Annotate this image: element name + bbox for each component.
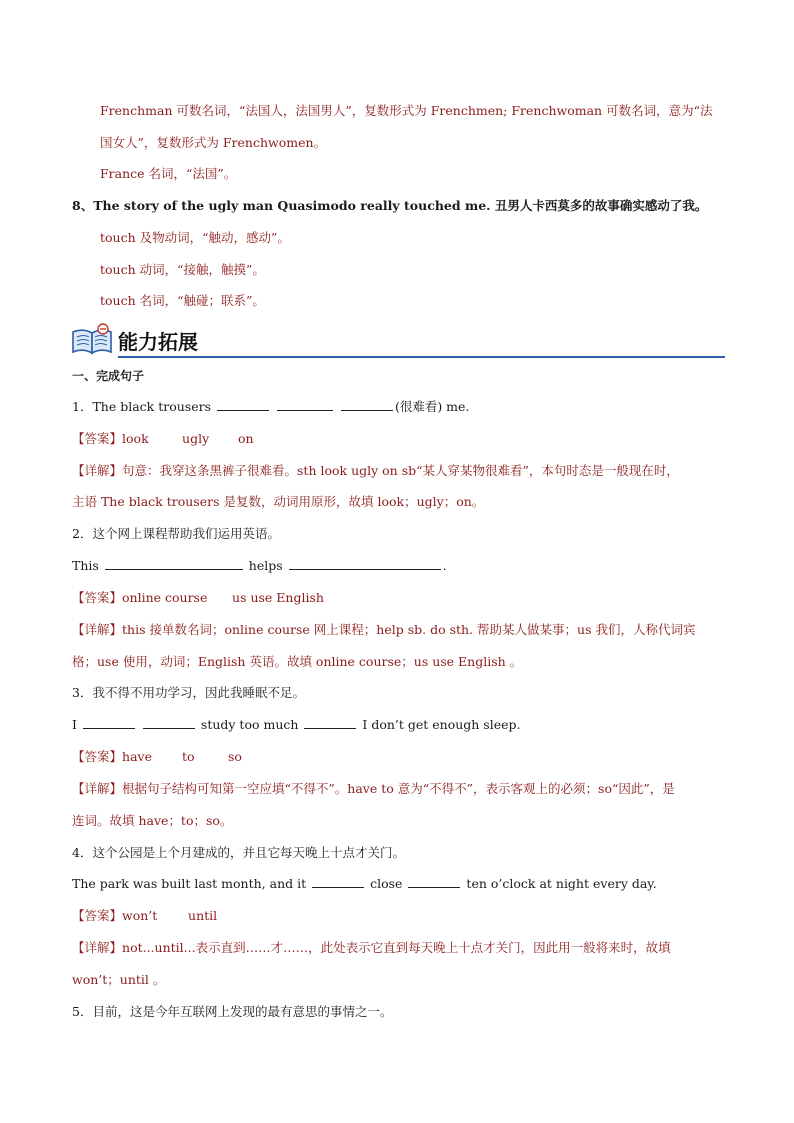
q2-sentence [72, 556, 447, 576]
q2-stem: 2．这个网上课程帮助我们运用英语。 [72, 526, 280, 541]
note-france: France 名词，“法国”。 [100, 166, 237, 181]
q1-blank-1 [217, 397, 269, 411]
q2-blank-1 [105, 556, 243, 570]
q1-answer [72, 429, 254, 449]
detail-text: this 接单数名词；online course 网上课程；help sb. do sth. 帮助某人做某事；us 我们，人称代词宾 [122, 622, 696, 637]
note-touch-1: touch 及物动词，“触动，感动”。 [100, 230, 290, 245]
q4-blank-2 [408, 874, 460, 888]
answer-value: until [188, 908, 218, 923]
q1-text-b: (很难看) me. [394, 399, 470, 414]
q4-text-c: ten o’clock at night every day. [466, 876, 657, 891]
q1-detail-1 [72, 461, 679, 481]
q4-answer [72, 906, 217, 926]
q2-text-b: helps [248, 558, 283, 573]
answer-value: on [238, 431, 254, 446]
detail-text: 句意：我穿这条黑裤子很难看。sth look ugly on sb“某人穿某物很难看”，本句时态是一般现在时， [122, 463, 679, 478]
q4-sentence [72, 874, 657, 894]
q3-stem: 3．我不得不用功学习，因此我睡眠不足。 [72, 685, 305, 700]
answer-tag: 【答案】 [72, 908, 123, 923]
note-frenchwomen: 国女人”，复数形式为 Frenchwomen。 [100, 135, 327, 150]
answer-tag: 【答案】 [72, 590, 123, 605]
detail-text: not...until...表示直到……才……，此处表示它直到每天晚上十点才关门，因此用一般将来时，故填 [122, 940, 671, 955]
detail-text: 根据句子结构可知第一空应填“不得不”。have to 意为“不得不”，表示客观上的必须；so“因此”，是 [122, 781, 675, 796]
q1-blank-2 [277, 397, 333, 411]
section-header [70, 322, 725, 358]
note-touch-2: touch 动词，“接触，触摸”。 [100, 262, 265, 277]
answer-value: won’t [122, 908, 158, 923]
answer-value: so [228, 749, 242, 764]
q3-text-b: study too much [200, 717, 299, 732]
q4-text-b: close [370, 876, 403, 891]
q2-text-c: . [442, 558, 447, 573]
detail-tag: 【详解】 [72, 463, 123, 478]
part-heading: 一、完成句子 [72, 369, 145, 383]
q1-detail-2: 主语 The black trousers 是复数，动词用原形，故填 look；ugly；on。 [72, 494, 485, 509]
answer-value: online course [122, 590, 208, 605]
q3-sentence [72, 715, 521, 735]
q2-answer [72, 588, 324, 608]
answer-value: have [122, 749, 152, 764]
q4-text-a: The park was built last month, and it [72, 876, 307, 891]
detail-tag: 【详解】 [72, 622, 123, 637]
q3-answer [72, 747, 242, 767]
q1-stem [72, 397, 469, 417]
answer-value: look [122, 431, 149, 446]
q5-stem: 5．目前，这是今年互联网上发现的最有意思的事情之一。 [72, 1004, 393, 1019]
answer-value: to [182, 749, 195, 764]
q2-detail-2: 格；use 使用，动词；English 英语。故填 online course；us use English 。 [72, 654, 523, 669]
answer-tag: 【答案】 [72, 749, 123, 764]
q4-detail-2: won’t；until 。 [72, 972, 166, 987]
q3-text-c: I don’t get enough sleep. [362, 717, 521, 732]
answer-value: ugly [182, 431, 210, 446]
answer-tag: 【答案】 [72, 431, 123, 446]
q3-detail-1 [72, 779, 675, 799]
note-touch-3: touch 名词，“触碰；联系”。 [100, 293, 265, 308]
q1-text-a: 1．The black trousers [72, 399, 211, 414]
sentence-8: 8、The story of the ugly man Quasimodo really touched me. 丑男人卡西莫多的故事确实感动了我。 [72, 198, 708, 213]
detail-tag: 【详解】 [72, 781, 123, 796]
open-book-icon [70, 322, 114, 356]
note-frenchman: Frenchman 可数名词，“法国人，法国男人”，复数形式为 Frenchmen; Frenchwoman 可数名词，意为“法 [100, 103, 713, 118]
q3-detail-2: 连词。故填 have；to；so。 [72, 813, 233, 828]
q3-blank-1 [83, 715, 135, 729]
answer-value: us use English [232, 590, 324, 605]
q2-text-a: This [72, 558, 99, 573]
section-title: 能力拓展 [118, 330, 198, 354]
q1-blank-3 [341, 397, 393, 411]
q4-blank-1 [312, 874, 364, 888]
q2-blank-2 [289, 556, 441, 570]
q3-blank-3 [304, 715, 356, 729]
q3-text-a: I [72, 717, 77, 732]
q4-stem: 4．这个公园是上个月建成的，并且它每天晚上十点才关门。 [72, 845, 405, 860]
detail-tag: 【详解】 [72, 940, 123, 955]
q4-detail-1 [72, 938, 671, 958]
q3-blank-2 [143, 715, 195, 729]
section-divider [118, 356, 725, 358]
q2-detail-1 [72, 620, 695, 640]
